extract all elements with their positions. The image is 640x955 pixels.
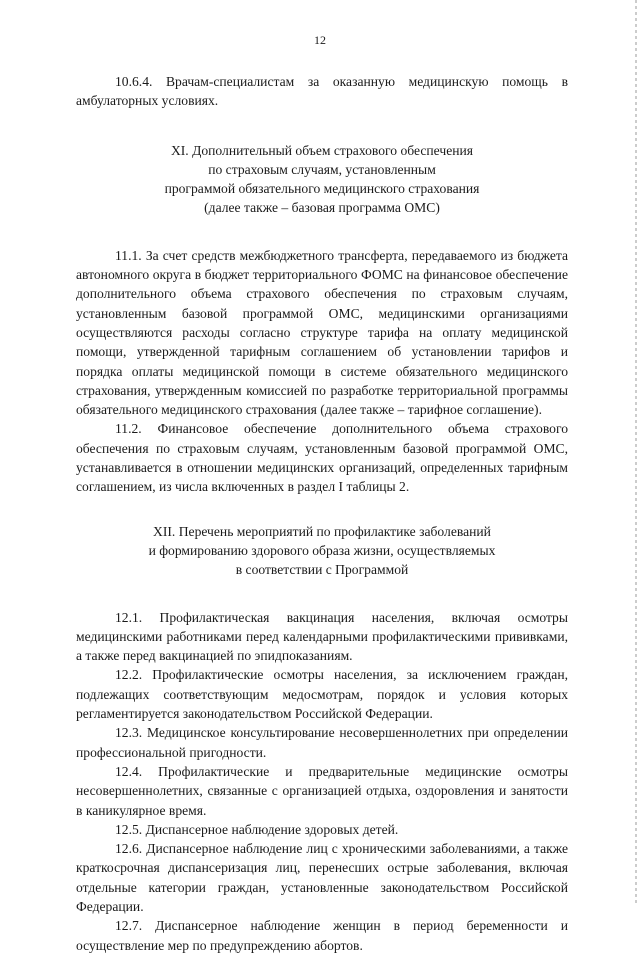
paragraph-12-1: 12.1. Профилактическая вакцинация населения, включая осмотры медицинскими работниками перед календарными профилактическими прививками, а также перед вакцинацией по эпидпоказаниям. xyxy=(76,609,568,664)
section-xi-title-line: XI. Дополнительный объем страхового обеспечения xyxy=(170,142,474,158)
paragraph-11-2: 11.2. Финансовое обеспечение дополнительного объема страхового обеспечения по страховым случаям, установленным базовой программой ОМС, устанавливается в отношении медицинских организаций, определенных тарифным соглашением, из числа включенных в раздел I таблицы 2. xyxy=(76,421,568,495)
section-xi-title-line: (далее также – базовая программа ОМС) xyxy=(204,200,440,216)
intro-paragraph: 10.6.4. Врачам-специалистам за оказанную медицинскую помощь в амбулаторных условиях. xyxy=(76,74,568,109)
section-xi-title-line: по страховым случаям, установленным xyxy=(208,161,436,177)
section-xii-title-line: и формированию здорового образа жизни, осуществляемых xyxy=(148,542,496,558)
paragraph-12-6: 12.6. Диспансерное наблюдение лиц с хроническими заболеваниями, а также краткосрочная диспансеризация лиц, перенесших острые заболевания, включая отдельные категории граждан, установленные законодательством Российской Федерации. xyxy=(76,841,568,914)
paragraph-12-2: 12.2. Профилактические осмотры населения, за исключением граждан, подлежащих соответствующим медосмотрам, порядок и условия которых регламентируется законодательством Российской Федерации. xyxy=(76,667,568,722)
paragraph-12-3: 12.3. Медицинское консультирование несовершеннолетних при определении профессиональной пригодности. xyxy=(76,725,568,760)
paragraph-12-5: 12.5. Диспансерное наблюдение здоровых детей. xyxy=(115,821,399,837)
section-xi-title-line: программой обязательного медицинского страхования xyxy=(164,181,480,197)
section-xi-title xyxy=(76,141,568,218)
scan-edge xyxy=(635,0,637,905)
paragraph-11-1: 11.1. За счет средств межбюджетного трансферта, передаваемого из бюджета автономного округа в бюджет территориального ФОМС на финансовое обеспечение дополнительного объема страхового обеспечения по страховым случаям, установленным базовой программой ОМС, медицинскими организациями осуществляются расходы согласно структуре тарифа на оплату медицинской помощи, утвержденной тарифным соглашением об установлении тарифов и порядка оплаты медицинской помощи в системе обязательного медицинского страхования, утвержденным комиссией по разработке территориальной программы обязательного медицинского страхования (далее также – тарифное соглашение). xyxy=(76,247,568,418)
paragraph-12-4: 12.4. Профилактические и предварительные медицинские осмотры несовершеннолетних, связанные с организацией отдыха, оздоровления и занятости в каникулярное время. xyxy=(76,763,568,818)
paragraph-12-7: 12.7. Диспансерное наблюдение женщин в период беременности и осуществление мер по предупреждению абортов. xyxy=(76,918,568,953)
section-xii-title-line: в соответствии с Программой xyxy=(235,562,409,578)
page-number: 12 xyxy=(314,33,326,47)
section-xii-title xyxy=(76,522,568,580)
section-xii-title-line: XII. Перечень мероприятий по профилактике заболеваний xyxy=(153,523,491,539)
document-body xyxy=(76,72,568,955)
